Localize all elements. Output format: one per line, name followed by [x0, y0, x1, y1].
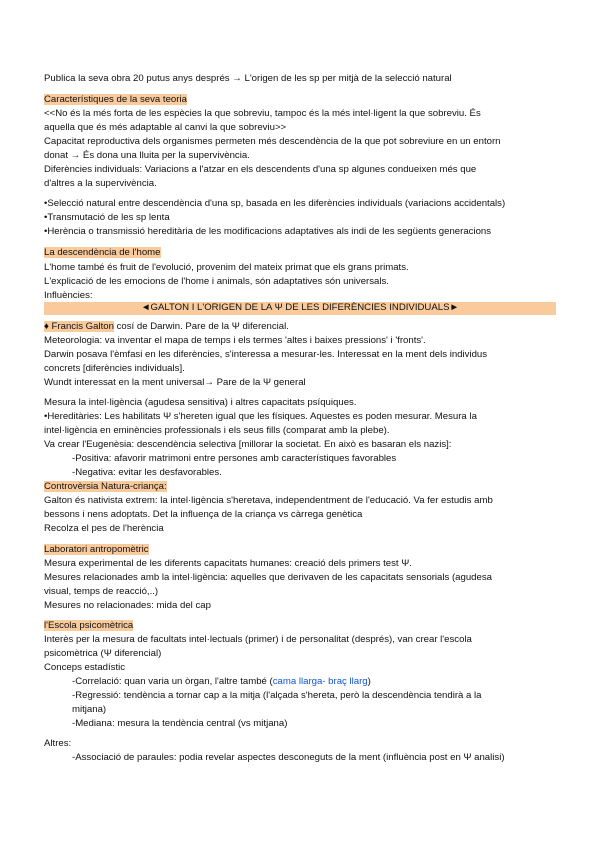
text-line: Mesures no relacionades: mida del cap	[44, 600, 211, 611]
text-line: Mesures relacionades amb la intel·ligència: aquelles que derivaven de les capacitats sensorials (agudesa	[44, 572, 492, 583]
quote-line: aquella que és més adaptable al canvi la que sobreviu>>	[44, 122, 287, 133]
text-line: Mesura experimental de les diferents capacitats humanes: creació dels primers test Ψ.	[44, 558, 412, 569]
text-line: Diferències individuals: Variacions a l'atzar en els descendents d'una sp algunes condueixen més que	[44, 164, 477, 175]
text-line: Mesura la intel·ligència (agudesa sensitiva) i altres capacitats psíquiques.	[44, 397, 357, 408]
text-line: Va crear l'Eugenèsia: descendència selectiva [millorar la societat. En això es basaran els nazis]:	[44, 439, 452, 450]
correlation-example: cama llarga- braç llarg	[272, 676, 368, 687]
text-line: bessons i nens adoptats. Det la influença de la criança vs càrrega genètica	[44, 509, 363, 520]
text-line: concrets [diferències individuals].	[44, 363, 185, 374]
sub-item: -Regressió: tendència a tornar cap a la mitja (l'alçada s'hereta, però la descendència tendirà a la	[72, 690, 482, 701]
text-line: visual, temps de reacció,..)	[44, 586, 159, 597]
text-line: L'home també és fruit de l'evolució, provenim del mateix primat que els grans primats.	[44, 262, 409, 273]
text-line: Interès per la mesura de facultats intel·lectuals (primer) i de personalitat (després), van crear l'escola	[44, 634, 472, 645]
bullet-item: •Hereditàries: Les habilitats Ψ s'hereten igual que les físiques. Aquestes es poden mesurar. Mesura la	[44, 411, 477, 422]
text-line: Capacitat reproductiva dels organismes permeten més descendència de la que pot sobreviure en un entorn	[44, 136, 501, 147]
text-line: donat → És dona una lluita per la supervivència.	[44, 150, 250, 161]
text-line: intel·ligència en eminències professionals i els seus fills (comparat amb la plebe).	[44, 425, 390, 436]
text-line: Influències:	[44, 290, 93, 301]
section-heading-nature-nurture: Controvèrsia Natura-criança:	[44, 481, 167, 492]
sub-item: mitjana)	[72, 704, 107, 715]
text-line: Wundt interessat en la ment universal→ Pare de la Ψ general	[44, 377, 306, 388]
bullet-item: •Selecció natural entre descendència d'una sp, basada en les diferències individuals (variacions accidentals)	[44, 198, 506, 209]
galton-banner: ◄GALTON I L'ORIGEN DE LA Ψ DE LES DIFERÈNCIES INDIVIDUALS►	[44, 302, 556, 315]
text-line: Altres:	[44, 738, 72, 749]
text-line: L'explicació de les emocions de l'home i animals, són adaptatives són universals.	[44, 276, 389, 287]
section-heading-psychometric: l'Escola psicomètrica	[44, 620, 134, 631]
sub-item: -Positiva: afavorir matrimoni entre persones amb característiques favorables	[72, 453, 397, 464]
section-heading-lab: Laboratori antropomètric	[44, 544, 149, 555]
quote-line: <<No és la més forta de les espècies la que sobreviu, tampoc és la més intel·ligent la que sobreviu. És	[44, 108, 481, 119]
sub-item: -Negativa: evitar les desfavorables.	[72, 467, 222, 478]
section-heading-descent: La descendència de l'home	[44, 247, 161, 258]
text-line: Darwin posava l'èmfasi en les diferències, s'interessa a mesurar-les. Interessat en la ment dels individus	[44, 349, 488, 360]
text-line: psicomètrica (Ψ diferencial)	[44, 648, 162, 659]
text-line: Meteorologia: va inventar el mapa de temps i els termes 'altes i baixes pressions' i 'fronts'.	[44, 335, 426, 346]
bullet-item: •Herència o transmissió hereditària de les modificacions adaptatives als indi de les següents generacions	[44, 226, 492, 237]
sub-item-correlation: -Correlació: quan varia un òrgan, l'altre també (cama llarga- braç llarg)	[72, 676, 371, 687]
bullet-item: •Transmutació de les sp lenta	[44, 212, 170, 223]
intro-line: Publica la seva obra 20 putus anys després → L'origen de les sp per mitjà de la selecció natural	[44, 73, 452, 84]
text-line: d'altres a la supervivència.	[44, 178, 157, 189]
galton-intro: cosí de Darwin. Pare de la Ψ diferencial.	[113, 321, 289, 332]
section-heading-theory: Característiques de la seva teoria	[44, 94, 187, 105]
galton-name: ♦ Francis Galton	[44, 321, 114, 332]
sub-item: -Associació de paraules: podia revelar aspectes desconeguts de la ment (influència post en Ψ analisi)	[72, 752, 505, 763]
text-line: Galton és nativista extrem: la intel·ligència s'heretava, independentment de l'educació. Va fer estudis amb	[44, 495, 493, 506]
text-line: Conceps estadístic	[44, 662, 126, 673]
sub-item: -Mediana: mesura la tendència central (vs mitjana)	[72, 718, 288, 729]
text-line: Recolza el pes de l'herència	[44, 523, 164, 534]
